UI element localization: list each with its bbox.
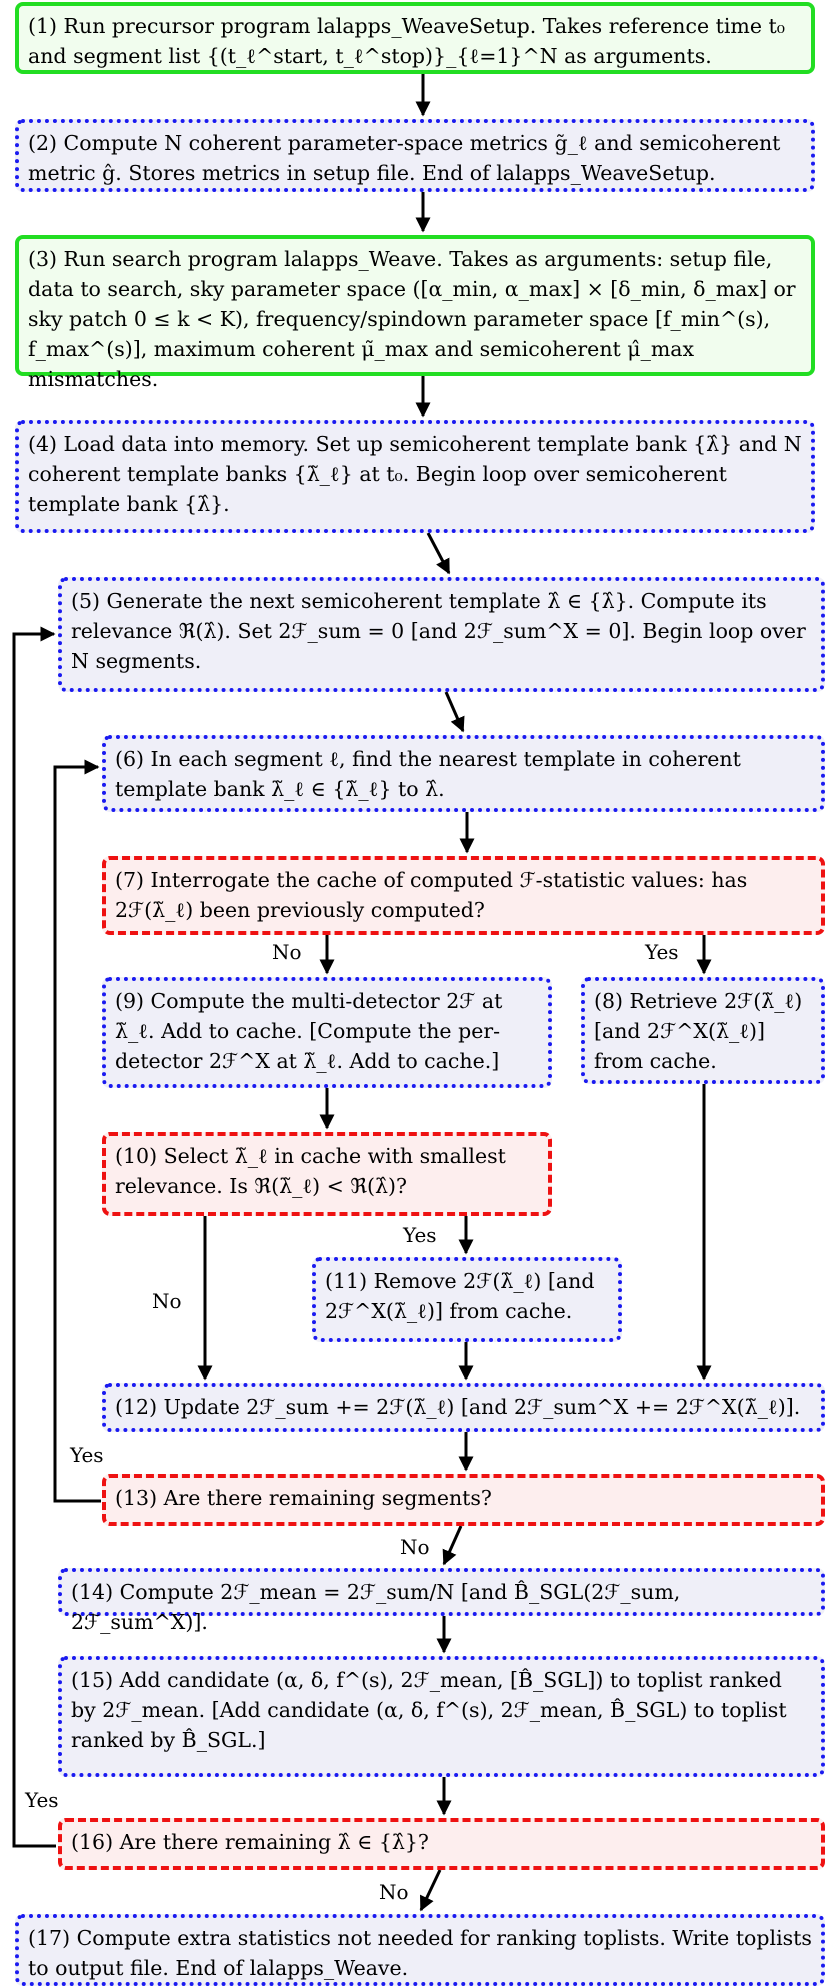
step-15-add-candidate: (15) Add candidate (α, δ, f^(s), 2ℱ_mean, [B̂_SGL]) to toplist ranked by 2ℱ_mean. [Add candidate (α, δ, f^(s), 2ℱ_mean, B̂_SGL) to toplist ranked by B̂_SGL.] bbox=[58, 1656, 825, 1777]
step-12-update-sum: (12) Update 2ℱ_sum += 2ℱ(λ̃_ℓ) [and 2ℱ_sum^X += 2ℱ^X(λ̃_ℓ)]. bbox=[102, 1383, 825, 1432]
step-14-compute-mean: (14) Compute 2ℱ_mean = 2ℱ_sum/N [and B̂_SGL(2ℱ_sum, 2ℱ_sum^X)]. bbox=[58, 1568, 825, 1616]
step-10-select-smallest-relevance: (10) Select λ̃_ℓ in cache with smallest relevance. Is ℜ(λ̃_ℓ) < ℜ(λ̂)? bbox=[102, 1132, 552, 1216]
step-6-nearest-template: (6) In each segment ℓ, find the nearest template in coherent template bank λ̃_ℓ ∈ {λ̃_ℓ} to λ̂. bbox=[102, 735, 825, 812]
loop-13-to-6 bbox=[55, 767, 101, 1501]
arrow-5-6 bbox=[446, 692, 463, 731]
label-no-7: No bbox=[272, 940, 302, 964]
label-yes-7: Yes bbox=[645, 940, 679, 964]
step-5-generate-template: (5) Generate the next semicoherent template λ̂ ∈ {λ̂}. Compute its relevance ℜ(λ̂). Set 2ℱ_sum = 0 [and 2ℱ_sum^X = 0]. Begin loop over N segments. bbox=[58, 577, 825, 692]
loop-16-to-5 bbox=[14, 634, 56, 1846]
label-yes-10: Yes bbox=[403, 1223, 437, 1247]
label-no-16: No bbox=[379, 1880, 409, 1904]
step-9-compute-f-statistic: (9) Compute the multi-detector 2ℱ at λ̃_ℓ. Add to cache. [Compute the per-detector 2ℱ^X at λ̃_ℓ. Add to cache.] bbox=[102, 977, 552, 1088]
step-1-run-weavesetup: (1) Run precursor program lalapps_WeaveSetup. Takes reference time t₀ and segment list {(t_ℓ^start, t_ℓ^stop)}_{ℓ=1}^N as arguments. bbox=[15, 2, 815, 74]
arrow-16-17 bbox=[421, 1870, 440, 1910]
step-11-remove-from-cache: (11) Remove 2ℱ(λ̃_ℓ) [and 2ℱ^X(λ̃_ℓ)] from cache. bbox=[312, 1257, 622, 1342]
step-3-run-weave: (3) Run search program lalapps_Weave. Takes as arguments: setup file, data to search, sky parameter space ([α_min, α_max] × [δ_min, δ_max] or sky patch 0 ≤ k < K), frequency/spindown parameter space [f_min^(s), f_max^(s)], maximum coherent μ̃_max and semicoherent μ̂_max mismatches. bbox=[15, 235, 815, 376]
step-16-remaining-templates: (16) Are there remaining λ̂ ∈ {λ̂}? bbox=[58, 1818, 825, 1870]
arrow-4-5 bbox=[428, 533, 449, 573]
label-yes-13: Yes bbox=[70, 1443, 104, 1467]
label-no-10: No bbox=[152, 1289, 182, 1313]
label-no-13: No bbox=[400, 1535, 430, 1559]
step-8-retrieve-from-cache: (8) Retrieve 2ℱ(λ̃_ℓ) [and 2ℱ^X(λ̃_ℓ)] from cache. bbox=[581, 977, 825, 1084]
arrow-13-14 bbox=[444, 1526, 461, 1564]
step-2-compute-metrics: (2) Compute N coherent parameter-space metrics g̃_ℓ and semicoherent metric ĝ. Stores metrics in setup file. End of lalapps_WeaveSetup. bbox=[15, 119, 815, 192]
label-yes-16: Yes bbox=[25, 1788, 59, 1812]
step-17-extra-statistics: (17) Compute extra statistics not needed for ranking toplists. Write toplists to output file. End of lalapps_Weave. bbox=[15, 1914, 825, 1986]
step-13-remaining-segments: (13) Are there remaining segments? bbox=[102, 1474, 825, 1526]
step-4-load-data: (4) Load data into memory. Set up semicoherent template bank {λ̂} and N coherent template banks {λ̃_ℓ} at t₀. Begin loop over semicoherent template bank {λ̂}. bbox=[15, 420, 815, 533]
step-7-interrogate-cache: (7) Interrogate the cache of computed ℱ-statistic values: has 2ℱ(λ̃_ℓ) been previously computed? bbox=[102, 856, 825, 935]
